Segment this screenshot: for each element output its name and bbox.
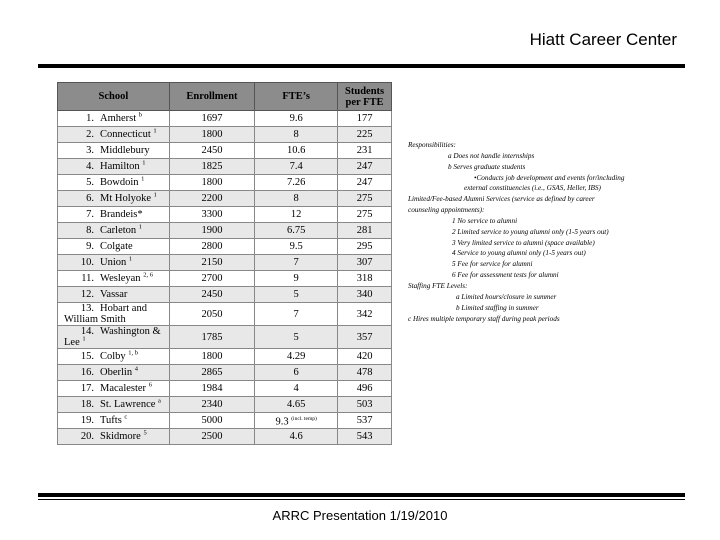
school-name: Amherst (100, 113, 137, 124)
fte-cell (255, 159, 338, 175)
students-per-fte-cell: 295 (338, 239, 392, 255)
footnote-marker: 6 (148, 381, 152, 389)
footnote-marker: 1 (142, 159, 146, 167)
rank-number: 20. (80, 431, 94, 442)
bottom-divider (38, 493, 685, 497)
table-row (58, 159, 392, 175)
note-line: 3 Very limited service to alumni (space available) (452, 238, 595, 247)
enrollment-cell: 2450 (169, 143, 254, 159)
school-name: Hamilton (100, 161, 140, 172)
enrollment-cell: 1900 (169, 223, 254, 239)
rank-number: 14. (80, 326, 94, 337)
fte-cell (255, 111, 338, 127)
table-row (58, 207, 392, 223)
rank-number: 1. (86, 113, 94, 124)
students-per-fte-cell: 420 (338, 349, 392, 365)
table-row (58, 381, 392, 397)
fte-value: 7.26 (286, 177, 306, 188)
enrollment-cell: 1697 (169, 111, 254, 127)
school-cell (58, 111, 170, 127)
fte-value: 9.5 (289, 241, 303, 252)
rank-number: 3. (86, 145, 94, 156)
students-per-fte-cell: 281 (338, 223, 392, 239)
table-row (58, 287, 392, 303)
students-per-fte-cell: 247 (338, 159, 392, 175)
note-line: c Hires multiple temporary staff during peak periods (408, 314, 560, 323)
students-per-fte-cell: 496 (338, 381, 392, 397)
note-line: b Limited staffing in summer (456, 303, 539, 312)
rank-number: 11. (81, 273, 94, 284)
table-row (58, 365, 392, 381)
fte-value: 4.6 (289, 431, 303, 442)
enrollment-cell: 2500 (169, 429, 254, 445)
enrollment-cell: 1984 (169, 381, 254, 397)
rank-number: 17. (80, 383, 94, 394)
table-row (58, 191, 392, 207)
students-per-fte-cell: 543 (338, 429, 392, 445)
top-divider (38, 64, 685, 68)
enrollment-cell: 1800 (169, 127, 254, 143)
enrollment-cell: 2150 (169, 255, 254, 271)
students-per-fte-cell: 275 (338, 207, 392, 223)
fte-cell (255, 191, 338, 207)
rank-number: 4. (86, 161, 94, 172)
school-name: Washington & Lee (64, 326, 161, 348)
students-per-fte-cell: 177 (338, 111, 392, 127)
students-per-fte-cell: 318 (338, 271, 392, 287)
fte-cell (255, 365, 338, 381)
fte-value: 6.75 (286, 225, 306, 236)
fte-value: 9 (293, 273, 299, 284)
note-line: •Conducts job development and events for/including (474, 173, 625, 182)
fte-cell (255, 381, 338, 397)
column-header-school: School (58, 83, 170, 111)
enrollment-cell: 1800 (169, 175, 254, 191)
enrollment-cell: 2865 (169, 365, 254, 381)
school-name: Oberlin (100, 367, 133, 378)
fte-cell (255, 303, 338, 326)
school-name: Union (100, 257, 127, 268)
school-cell (58, 397, 170, 413)
footer-text: ARRC Presentation 1/19/2010 (272, 508, 448, 523)
footnote-marker: 1 (153, 191, 157, 199)
note-line: 5 Fee for service for alumni (452, 260, 533, 269)
school-cell (58, 239, 170, 255)
enrollment-cell: 1800 (169, 349, 254, 365)
footnote-marker: 1, b (128, 349, 139, 357)
footnotes-panel (408, 140, 693, 324)
footnote-marker: c (124, 413, 128, 421)
fte-value: 9.6 (289, 113, 303, 124)
table-row (58, 239, 392, 255)
fte-value: 7 (293, 308, 299, 320)
footnote-marker: 1 (82, 335, 86, 343)
school-cell (58, 413, 170, 429)
note-line: Staffing FTE Levels: (408, 281, 468, 290)
fte-value: 4.29 (286, 351, 306, 362)
school-name: Middlebury (100, 145, 150, 156)
enrollment-cell: 5000 (169, 413, 254, 429)
table-row (58, 303, 392, 326)
fte-cell (255, 397, 338, 413)
slide-title: Hiatt Career Center (529, 30, 677, 49)
enrollment-cell: 1825 (169, 159, 254, 175)
enrollment-cell: 2340 (169, 397, 254, 413)
school-cell (58, 207, 170, 223)
fte-value: 12 (290, 209, 302, 220)
school-cell (58, 175, 170, 191)
school-cell (58, 303, 170, 326)
column-header-students-per-fte: Students per FTE (338, 83, 392, 111)
school-name: Macalester (100, 383, 147, 394)
rank-number: 15. (80, 351, 94, 362)
rank-number: 12. (80, 289, 94, 300)
enrollment-cell: 2200 (169, 191, 254, 207)
school-cell (58, 429, 170, 445)
fte-cell (255, 207, 338, 223)
school-cell (58, 143, 170, 159)
school-name: Brandeis* (100, 209, 143, 220)
note-line: counseling appointments): (408, 206, 485, 215)
students-per-fte-cell: 247 (338, 175, 392, 191)
footnote-marker: 1 (141, 175, 145, 183)
enrollment-cell: 1785 (169, 326, 254, 349)
table-row (58, 223, 392, 239)
footnote-marker: 4 (134, 365, 138, 373)
school-cell (58, 159, 170, 175)
column-header-enrollment: Enrollment (169, 83, 254, 111)
students-per-fte-cell: 307 (338, 255, 392, 271)
fte-cell (255, 175, 338, 191)
fte-value: 5 (293, 331, 299, 343)
fte-value: 9.3 (275, 416, 289, 428)
rank-number: 10. (80, 257, 94, 268)
table-row (58, 413, 392, 429)
students-per-fte-cell: 225 (338, 127, 392, 143)
school-cell (58, 287, 170, 303)
rank-number: 13. (80, 303, 94, 314)
students-per-fte-cell: 340 (338, 287, 392, 303)
fte-value: 8 (293, 193, 299, 204)
school-cell (58, 223, 170, 239)
school-name: Connecticut (100, 129, 151, 140)
rank-number: 9. (86, 241, 94, 252)
school-name: Mt Holyoke (100, 193, 152, 204)
table-row (58, 111, 392, 127)
footnote-marker: 1 (138, 223, 143, 231)
school-name: Wesleyan (100, 273, 141, 284)
fte-cell (255, 255, 338, 271)
fte-value: 4 (293, 383, 299, 394)
note-line: 6 Fee for assessment tests for alumni (452, 271, 559, 280)
fte-cell (255, 413, 338, 429)
table-row (58, 397, 392, 413)
fte-note: (incl. temp) (291, 415, 317, 422)
school-name: Bowdoin (100, 177, 139, 188)
students-per-fte-cell: 342 (338, 303, 392, 326)
school-cell (58, 271, 170, 287)
table-header-row (58, 83, 392, 111)
school-name: Colby (100, 351, 126, 362)
school-cell (58, 255, 170, 271)
school-name: Hobart and William Smith (64, 303, 147, 325)
note-line: b Serves graduate students (448, 162, 526, 171)
fte-cell (255, 287, 338, 303)
school-name: Tufts (100, 415, 122, 426)
fte-cell (255, 239, 338, 255)
fte-value: 6 (293, 367, 299, 378)
table-row (58, 326, 392, 349)
fte-cell (255, 429, 338, 445)
footnote-marker: 1 (128, 255, 133, 263)
note-line: a Limited hours/closure in summer (456, 292, 557, 301)
rank-number: 5. (86, 177, 94, 188)
fte-cell (255, 326, 338, 349)
school-comparison-table (57, 82, 392, 445)
rank-number: 2. (86, 129, 94, 140)
rank-number: 19. (80, 415, 94, 426)
table-row (58, 143, 392, 159)
students-per-fte-cell: 478 (338, 365, 392, 381)
fte-cell (255, 143, 338, 159)
rank-number: 16. (80, 367, 94, 378)
column-header-fte: FTE’s (255, 83, 338, 111)
note-line: a Does not handle internships (448, 151, 535, 160)
fte-value: 7.4 (289, 161, 303, 172)
students-per-fte-cell: 537 (338, 413, 392, 429)
school-cell (58, 191, 170, 207)
fte-value: 4.65 (286, 399, 306, 410)
school-cell (58, 365, 170, 381)
enrollment-cell: 2800 (169, 239, 254, 255)
note-line: 4 Service to young alumni only (1-5 years out) (452, 249, 586, 258)
students-per-fte-cell: 231 (338, 143, 392, 159)
enrollment-cell: 3300 (169, 207, 254, 223)
footnote-marker: 1 (153, 127, 157, 135)
fte-cell (255, 127, 338, 143)
table-row (58, 127, 392, 143)
students-per-fte-cell: 275 (338, 191, 392, 207)
note-line: Limited/Fee-based Alumni Services (service as defined by career (408, 195, 595, 204)
students-per-fte-cell: 357 (338, 326, 392, 349)
footnote-marker: a (158, 397, 161, 405)
school-cell (58, 381, 170, 397)
school-name: Colgate (100, 241, 133, 252)
rank-number: 6. (86, 193, 94, 204)
school-cell (58, 127, 170, 143)
fte-cell (255, 223, 338, 239)
school-name: St. Lawrence (100, 399, 156, 410)
note-line: Responsibilities: (408, 141, 456, 149)
enrollment-cell: 2450 (169, 287, 254, 303)
school-name: Skidmore (100, 431, 141, 442)
fte-cell (255, 349, 338, 365)
fte-value: 8 (293, 129, 299, 140)
school-cell (58, 349, 170, 365)
note-line: 2 Limited service to young alumni only (1-5 years out) (452, 227, 609, 236)
school-cell (58, 326, 170, 349)
note-line: external constituencies (i.e., GSAS, Heller, IBS) (464, 184, 601, 193)
table-row (58, 349, 392, 365)
note-line: 1 No service to alumni (452, 216, 518, 225)
table-row (58, 255, 392, 271)
bottom-divider-thin (38, 499, 685, 500)
school-name: Carleton (100, 225, 137, 236)
fte-value: 10.6 (286, 145, 306, 156)
rank-number: 7. (86, 209, 94, 220)
fte-cell (255, 271, 338, 287)
rank-number: 18. (80, 399, 94, 410)
table-row (58, 175, 392, 191)
students-per-fte-cell: 503 (338, 397, 392, 413)
footnote-marker: b (138, 111, 143, 119)
footnote-marker: 2, 6 (143, 271, 153, 279)
enrollment-cell: 2700 (169, 271, 254, 287)
footnote-marker: 5 (143, 429, 147, 437)
table-row (58, 429, 392, 445)
fte-value: 7 (293, 257, 299, 268)
table-row (58, 271, 392, 287)
school-name: Vassar (100, 289, 128, 300)
enrollment-cell: 2050 (169, 303, 254, 326)
rank-number: 8. (86, 225, 94, 236)
fte-value: 5 (293, 289, 299, 300)
